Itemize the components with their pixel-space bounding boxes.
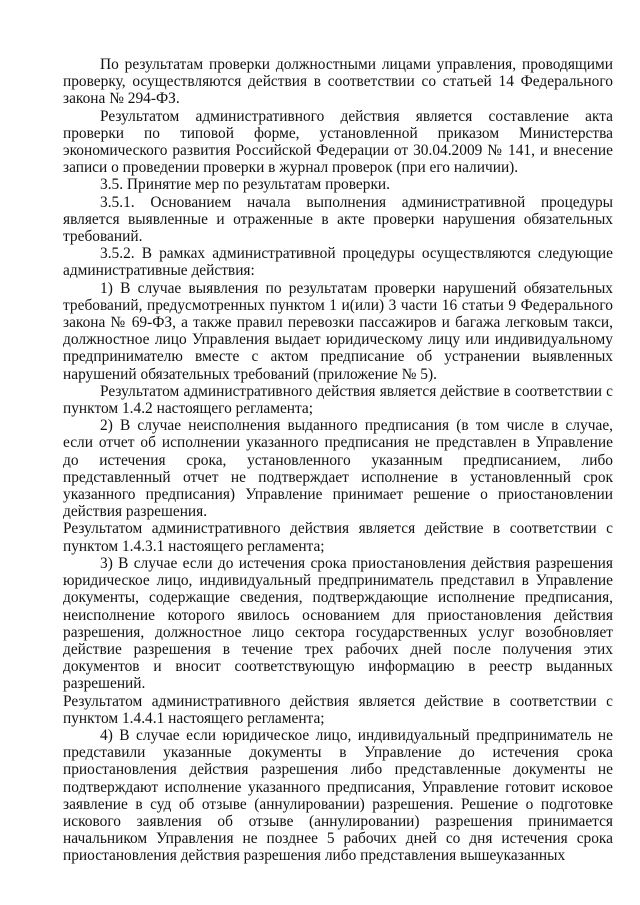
list-item-2: 2) В случае неисполнения выданного предписания (в том числе в случае, если отчет об исполнении указанного предписания не представлен в Управление до истечения срока, установленного указанным предписанием, либо представленный отчет не подтверждает исполнение в установленный срок указанного предписания) Управление принимает решение о приостановлении действия разрешения. xyxy=(63,417,613,521)
result-paragraph-1-4-3-1: Результатом административного действия является действие в соответствии с пунктом 1.4.3.1 настоящего регламента; xyxy=(63,520,613,555)
paragraph-inspection-actions: По результатам проверки должностными лицами управления, проводящими проверку, осуществляются действия в соответствии со статьей 14 Федерального закона № 294-ФЗ. xyxy=(63,56,613,108)
list-item-4: 4) В случае если юридическое лицо, индивидуальный предприниматель не представили указанные документы в Управление до истечения срока приостановления действия разрешения либо представленные документы не подтверждают исполнение указанного предписания, Управление готовит исковое заявление в суд об отзыве (аннулировании) разрешения. Решение о подготовке искового заявления об отзыве (аннулировании) разрешения принимается начальником Управления не позднее 5 рабочих дней со дня истечения срока приостановления действия разрешения либо представления вышеуказанных xyxy=(63,726,613,865)
result-paragraph-1-4-2: Результатом административного действия является действие в соответствии с пунктом 1.4.2 настоящего регламента; xyxy=(63,382,613,418)
result-paragraph-1-4-4-1: Результатом административного действия является действие в соответствии с пунктом 1.4.4.1 настоящего регламента; xyxy=(63,692,613,727)
paragraph-inspection-act: Результатом административного действия является составление акта проверки по типовой форме, установленной приказом Министерства экономического развития Российской Федерации от 30.04.2009 № 141, и внесение записи о проведении проверки в журнал проверок (при его наличии). xyxy=(63,107,613,177)
paragraph-3-5-1: 3.5.1. Основанием начала выполнения административной процедуры является выявленные и отраженные в акте проверки нарушения обязательных требований. xyxy=(63,193,613,246)
document-page xyxy=(63,56,613,865)
list-item-3: 3) В случае если до истечения срока приостановления действия разрешения юридическое лицо, индивидуальный предприниматель представил в Управление документы, содержащие сведения, подтверждающие исполнение предписания, неисполнение которого явилось основанием для приостановления действия разрешения, должностное лицо сектора государственных услуг возобновляет действие разрешения в течение трех рабочих дней после получения этих документов и вносит соответствующую информацию в реестр выданных разрешений. xyxy=(63,554,613,693)
paragraph-3-5-2: 3.5.2. В рамках административной процедуры осуществляются следующие административные действия: xyxy=(63,245,613,280)
list-item-1: 1) В случае выявления по результатам проверки нарушений обязательных требований, предусмотренных пунктом 1 и(или) 3 части 16 статьи 9 Федерального закона № 69-ФЗ, а также правил перевозки пассажиров и багажа легковым такси, должностное лицо Управления выдает юридическому лицу или индивидуальному предпринимателю вместе с актом предписание об устранении выявленных нарушений обязательных требований (приложение № 5). xyxy=(63,279,613,383)
section-heading-3-5: 3.5. Принятие мер по результатам проверки. xyxy=(100,176,391,194)
